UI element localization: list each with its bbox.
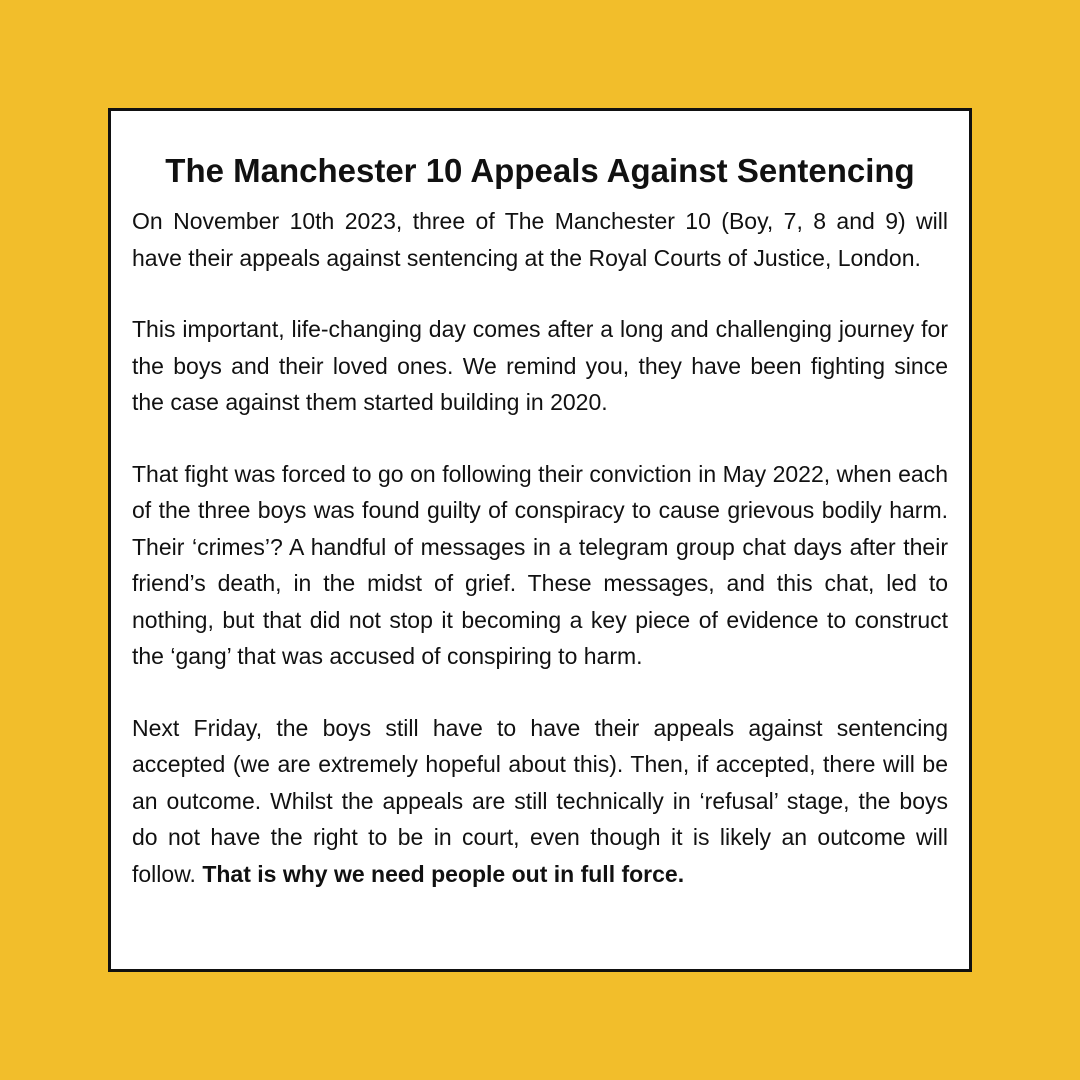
paragraph-4 [132, 710, 948, 893]
paragraph-2: This important, life-changing day comes after a long and challenging journey for the boys and their loved ones. We remind you, they have been fighting since the case against them started building in 2020. [132, 316, 948, 415]
paragraph-3: That fight was forced to go on following their conviction in May 2022, when each of the three boys was found guilty of conspiracy to cause grievous bodily harm. Their ‘crimes’? A handful of messages in a telegram group chat days after their friend’s death, in the midst of grief. These messages, and this chat, led to nothing, but that did not stop it becoming a key piece of evidence to construct the ‘gang’ that was accused of conspiring to harm. [132, 460, 948, 669]
paragraph-4-text: Next Friday, the boys still have to have their appeals against sentencing accepted (we are extremely hopeful about this). Then, if accepted, there will be an outcome. Whilst the appeals are still technically in ‘refusal’ stage, the boys do not have the right to be in court, even though it is likely an outcome will follow. [132, 714, 948, 887]
notice-title: The Manchester 10 Appeals Against Sentencing [165, 152, 915, 189]
closing-call-to-action: That is why we need people out in full force. [202, 860, 685, 887]
notice-card [108, 108, 972, 972]
paragraph-1: On November 10th 2023, three of The Manchester 10 (Boy, 7, 8 and 9) will have their appeals against sentencing at the Royal Courts of Justice, London. [132, 208, 948, 271]
